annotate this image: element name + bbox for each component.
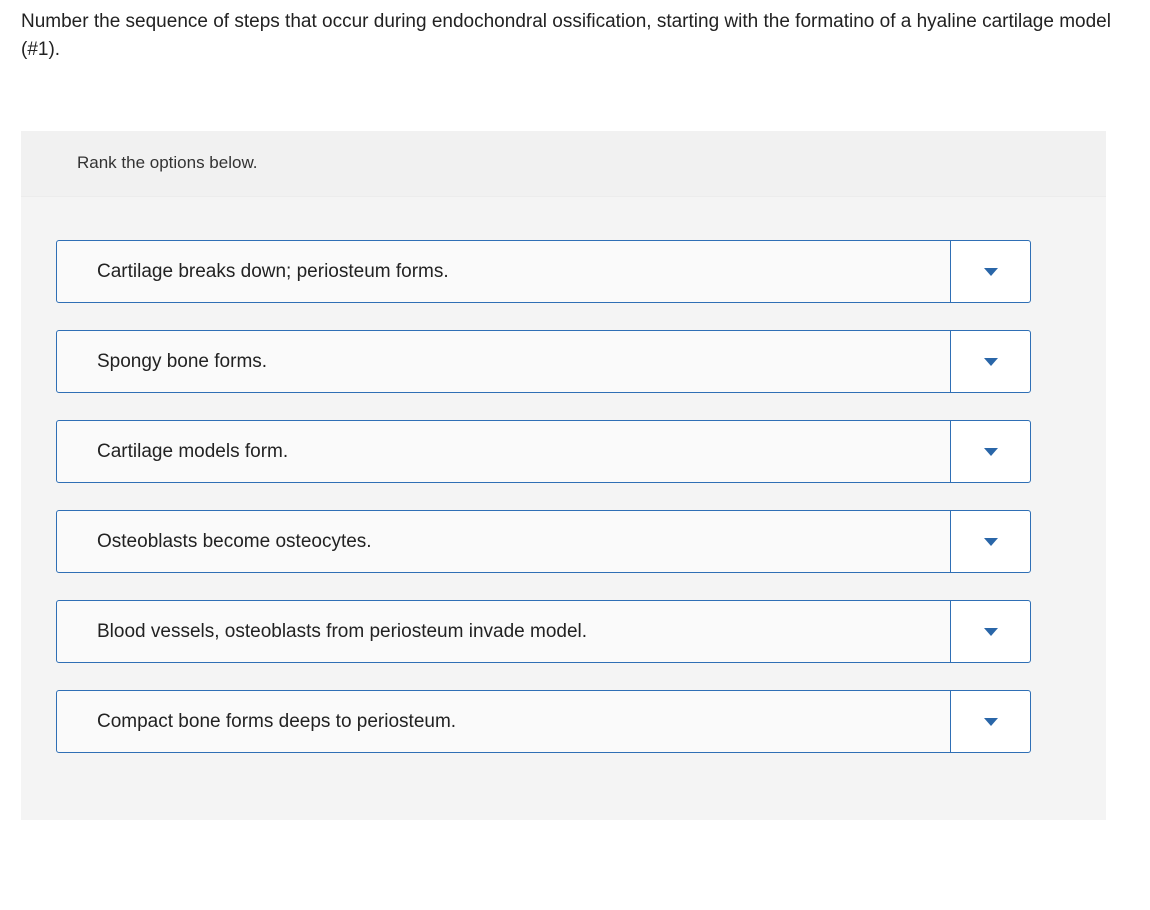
rank-select-2[interactable] <box>950 331 1030 392</box>
rank-select-5[interactable] <box>950 601 1030 662</box>
rank-select-1[interactable] <box>950 241 1030 302</box>
ranking-panel <box>21 131 1106 820</box>
rank-option-label: Spongy bone forms. <box>97 350 268 372</box>
rank-option-2 <box>56 330 1031 393</box>
rank-option-3 <box>56 420 1031 483</box>
rank-list <box>56 240 1031 780</box>
rank-select-4[interactable] <box>950 511 1030 572</box>
caret-down-icon <box>984 718 998 726</box>
rank-option-1 <box>56 240 1031 303</box>
rank-select-3[interactable] <box>950 421 1030 482</box>
caret-down-icon <box>984 628 998 636</box>
rank-option-label: Osteoblasts become osteocytes. <box>97 530 372 552</box>
rank-option-4 <box>56 510 1031 573</box>
caret-down-icon <box>984 358 998 366</box>
rank-option-label: Cartilage models form. <box>97 440 289 462</box>
caret-down-icon <box>984 448 998 456</box>
question-text: Number the sequence of steps that occur during endochondral ossification, starting with the formatino of a hyaline cartilage model (#1). <box>21 11 1111 60</box>
rank-select-6[interactable] <box>950 691 1030 752</box>
caret-down-icon <box>984 538 998 546</box>
caret-down-icon <box>984 268 998 276</box>
rank-option-label: Compact bone forms deeps to periosteum. <box>97 710 457 732</box>
rank-instruction: Rank the options below. <box>77 153 258 172</box>
panel-header <box>21 131 1106 197</box>
rank-option-label: Blood vessels, osteoblasts from periosteum invade model. <box>97 620 588 642</box>
rank-option-6 <box>56 690 1031 753</box>
rank-option-5 <box>56 600 1031 663</box>
rank-option-label: Cartilage breaks down; periosteum forms. <box>97 260 449 282</box>
